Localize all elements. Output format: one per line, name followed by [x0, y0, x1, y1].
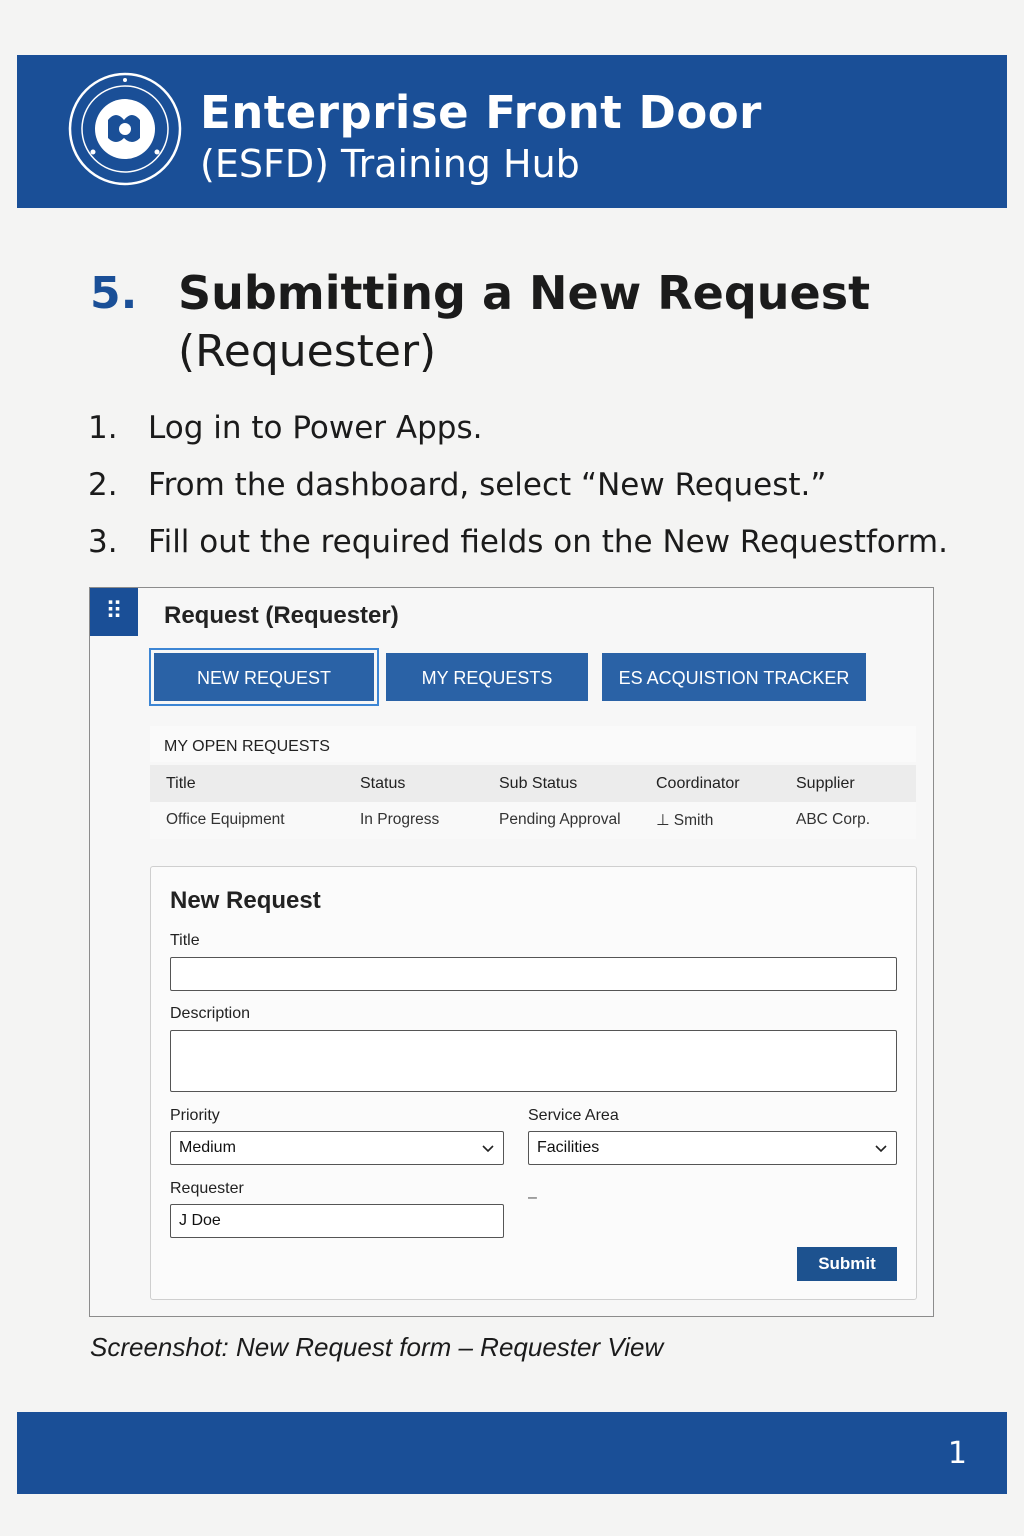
placeholder-dash: – [528, 1189, 537, 1206]
chevron-down-icon [874, 1142, 888, 1156]
app-screenshot [89, 587, 934, 1317]
header-title: Enterprise Front Door [200, 86, 762, 139]
service-area-label: Service Area [528, 1107, 619, 1124]
title-label: Title [170, 932, 200, 949]
priority-label: Priority [170, 1107, 220, 1124]
open-requests-table [150, 765, 916, 839]
requester-input[interactable] [170, 1204, 504, 1238]
new-request-form [150, 866, 917, 1300]
open-requests-label: MY OPEN REQUESTS [164, 738, 330, 755]
cell-sub-status: Pending Approval [499, 811, 621, 828]
organization-seal-icon [68, 72, 182, 186]
column-header-supplier[interactable]: Supplier [796, 775, 855, 792]
submit-button[interactable]: Submit [797, 1247, 897, 1281]
footer-banner [17, 1412, 1007, 1494]
step-text: Fill out the required fields on the New Requestform. [148, 524, 948, 560]
step-number: 2. [88, 467, 118, 503]
section-title-role: (Requester) [178, 326, 437, 377]
priority-select[interactable] [170, 1131, 504, 1165]
title-input[interactable] [170, 957, 897, 991]
cell-coordinator: ⊥ Smith [656, 812, 714, 829]
column-header-title[interactable]: Title [166, 775, 196, 792]
my-requests-button[interactable]: MY REQUESTS [386, 653, 588, 701]
step-text: Log in to Power Apps. [148, 410, 483, 446]
cell-status: In Progress [360, 811, 440, 828]
table-header-row [150, 765, 916, 802]
header-subtitle: (ESFD) Training Hub [200, 142, 580, 186]
screenshot-caption: Screenshot: New Request form – Requester View [90, 1332, 664, 1362]
service-area-select[interactable] [528, 1131, 897, 1165]
priority-value: Medium [179, 1139, 236, 1156]
app-launcher-icon[interactable]: ⠿ [90, 588, 138, 636]
step-number: 3. [88, 524, 118, 560]
table-row[interactable] [150, 802, 916, 839]
description-label: Description [170, 1005, 251, 1022]
form-title: New Request [170, 887, 321, 914]
column-header-coordinator[interactable]: Coordinator [656, 775, 740, 792]
step-1 [88, 410, 482, 446]
requester-label: Requester [170, 1180, 244, 1197]
step-3 [88, 524, 948, 560]
step-number: 1. [88, 410, 118, 446]
chevron-down-icon [481, 1142, 495, 1156]
step-text: From the dashboard, select “New Request.” [148, 467, 827, 503]
column-header-status[interactable]: Status [360, 775, 406, 792]
cell-supplier: ABC Corp. [796, 811, 871, 828]
cell-title: Office Equipment [166, 811, 285, 828]
new-request-button[interactable]: NEW REQUEST [154, 653, 374, 701]
section-number: 5. [90, 268, 138, 319]
column-header-sub-status[interactable]: Sub Status [499, 775, 578, 792]
service-area-value: Facilities [537, 1139, 600, 1156]
description-input[interactable] [170, 1030, 897, 1092]
step-2 [88, 467, 826, 503]
section-title: Submitting a New Request [178, 266, 871, 320]
app-title: Request (Requester) [164, 602, 399, 629]
page-number: 1 [947, 1436, 967, 1471]
acquisition-tracker-button[interactable]: ES ACQUISTION TRACKER [602, 653, 866, 701]
